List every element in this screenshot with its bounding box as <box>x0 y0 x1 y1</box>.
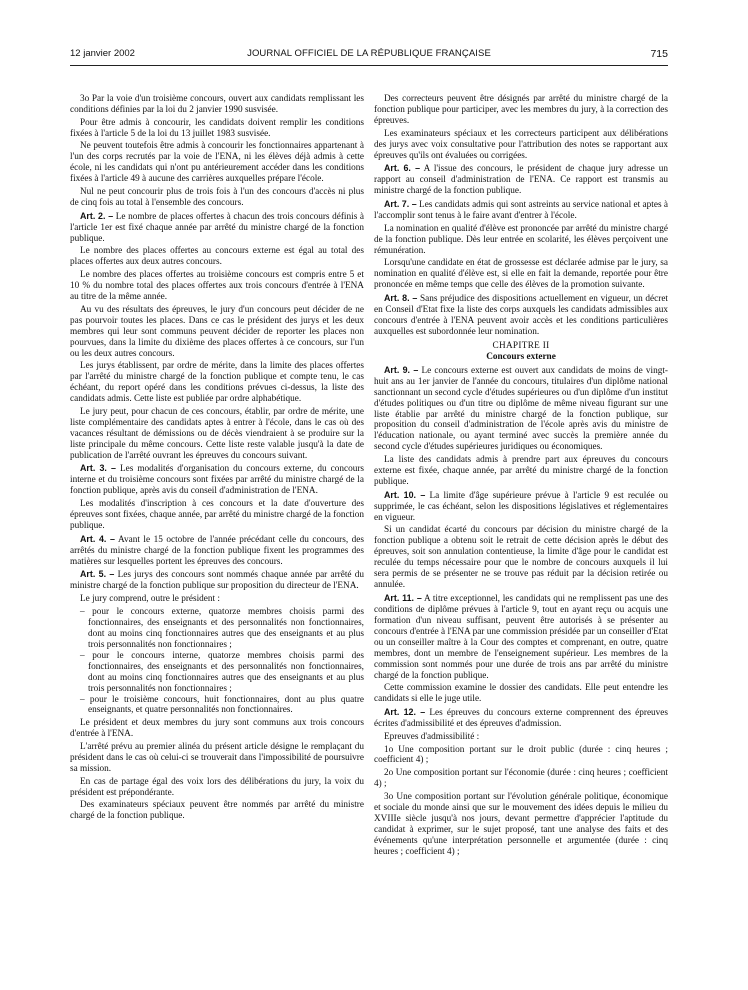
paragraph: L'arrêté prévu au premier alinéa du présent article désigne le remplaçant du président dans le cas où celui-ci se trouverait dans l'impossibilité de poursuivre sa mission. <box>70 741 364 774</box>
paragraph: Au vu des résultats des épreuves, le jury d'un concours peut décider de ne pas pourvoir toutes les places. Dans ce cas le président des jurys et les deux membres qui leur sont communs peuvent décider de reporter les places non pourvues, dans la limite du dixième des places offertes à ce concours, sur l'un ou les deux autres concours. <box>70 304 364 359</box>
article-label: Art. 7. – <box>384 198 417 209</box>
paragraph: 3o Par la voie d'un troisième concours, ouvert aux candidats remplissant les conditions définies par la loi du 2 janvier 1990 susvisée. <box>70 94 364 115</box>
list-item: – pour le concours interne, quatorze membres choisis parmi des fonctionnaires, des enseignants et des personnalités non fonctionnaires, dont au moins cinq fonctionnaires autres que des enseignants et au plus trois personnalités non fonctionnaires ; <box>80 650 364 694</box>
header-rule <box>70 65 668 66</box>
paragraph: La nomination en qualité d'élève est prononcée par arrêté du ministre chargé de la fonction publique. Dès leur entrée en scolarité, les élèves perçoivent une rémunération. <box>374 223 668 256</box>
header-journal-title: JOURNAL OFFICIEL DE LA RÉPUBLIQUE FRANÇAISE <box>247 48 491 59</box>
paragraph: 3o Une composition portant sur l'évolution générale politique, économique et sociale du monde ainsi que sur le mouvement des idées depuis le milieu du XVIIIe siècle jusqu'à nos jours, devant permettre d'apprécier l'aptitude du candidat à exprimer, sur le sujet proposé, tant une analyse des faits et des événements qu'une interprétation personnelle et argumentée (durée : cinq heures ; coefficient 4) ; <box>374 791 668 857</box>
article-5 <box>70 569 364 592</box>
article-label: Art. 8. – <box>384 292 418 303</box>
article-10 <box>374 490 668 524</box>
paragraph: Ne peuvent toutefois être admis à concourir les fonctionnaires appartenant à l'un des corps recrutés par la voie de l'ENA, ni les élèves déjà admis à cette école, ni les candidats qui n'ont pu antérieurement accéder dans les conditions fixées à l'article 49 à aucune des carrières auxquelles prépare l'école. <box>70 141 364 185</box>
paragraph: Les jurys établissent, par ordre de mérite, dans la limite des places offertes par l'arrêté du ministre chargé de la fonction publique et compte tenu, le cas échéant, du report opéré dans les conditions prévues ci-dessus, la liste des candidats admis. Cette liste est publiée par ordre alphabétique. <box>70 361 364 405</box>
paragraph: Des correcteurs peuvent être désignés par arrêté du ministre chargé de la fonction publique pour participer, avec les membres du jury, à la correction des épreuves. <box>374 94 668 126</box>
article-text: Les jurys des concours sont nommés chaque année par arrêté du ministre chargé de la fonction publique sur proposition du directeur de l'ENA. <box>70 570 364 592</box>
paragraph: 1o Une composition portant sur le droit public (durée : cinq heures ; coefficient 4) ; <box>374 744 668 766</box>
article-text: La limite d'âge supérieure prévue à l'article 9 est reculée ou supprimée, le cas échéant, selon les dispositions législatives et réglementaires en vigueur. <box>374 490 669 523</box>
article-6 <box>374 163 668 197</box>
jury-composition-list <box>70 607 364 717</box>
article-text: A l'issue des concours, le président de chaque jury adresse un rapport au conseil d'administration de l'ENA. Ce rapport est transmis au ministre chargé de la fonction publique. <box>374 164 668 197</box>
article-label: Art. 3. – <box>80 463 116 474</box>
article-label: Art. 9. – <box>384 364 419 375</box>
article-12 <box>374 707 668 730</box>
chapter-heading: CHAPITRE II <box>492 340 550 351</box>
article-text: A titre exceptionnel, les candidats qui ne remplissent pas une des conditions de diplôme prévues à l'article 9, tout en ayant reçu ou acquis une formation d'un niveau suffisant, peuvent être autorisés à se présenter au concours d'entrée à l'ENA par une commission présidée par un conseiller d'Etat ou un conseiller maître à la Cour des comptes et comprenant, en outre, quatre membres, dont un membre de l'enseignement supérieur. Les membres de la commission sont nommés pour une durée de trois ans par arrêté du ministre chargé de la fonction publique. <box>374 593 668 681</box>
paragraph: Cette commission examine le dossier des candidats. Elle peut entendre les candidats si elle le juge utile. <box>374 683 668 705</box>
list-item: – pour le concours externe, quatorze membres choisis parmi des fonctionnaires, des enseignants et des personnalités non fonctionnaires, dont au moins cinq fonctionnaires autres que des enseignants et au plus trois personnalités non fonctionnaires ; <box>80 606 364 650</box>
article-7 <box>374 199 668 222</box>
article-label: Art. 2. – <box>80 210 114 221</box>
article-text: Sans préjudice des dispositions actuellement en vigueur, un décret en Conseil d'Etat fixe la liste des corps auxquels les candidats admissibles aux concours d'entrée à l'ENA peuvent avoir accès et les conditions particulières auxquelles est subordonnée leur nomination. <box>374 293 668 337</box>
article-label: Art. 11. – <box>384 592 422 603</box>
article-text: Le nombre de places offertes à chacun des trois concours définis à l'article 1er est fixé chaque année par arrêté du ministre chargé de la fonction publique. <box>70 211 364 244</box>
article-text: Les modalités d'organisation du concours externe, du concours interne et du troisième concours sont fixées par arrêté du ministre chargé de la fonction publique, après avis du conseil d'administration de l'ENA. <box>70 464 365 497</box>
paragraph: Pour être admis à concourir, les candidats doivent remplir les conditions fixées à l'article 5 de la loi du 13 juillet 1983 susvisée. <box>70 117 364 139</box>
paragraph: Le président et deux membres du jury sont communs aux trois concours d'entrée à l'ENA. <box>70 718 364 740</box>
article-9 <box>374 365 668 454</box>
paragraph: En cas de partage égal des voix lors des délibérations du jury, la voix du président est prépondérante. <box>70 776 364 798</box>
article-text: Les candidats admis qui sont astreints au service national et aptes à l'accomplir sont tenus à le faire avant d'entrer à l'école. <box>374 199 669 221</box>
article-4 <box>70 534 364 568</box>
chapter-title: Concours externe <box>486 351 556 362</box>
paragraph: Nul ne peut concourir plus de trois fois à l'un des concours d'accès ni plus de cinq fois au total à l'ensemble des concours. <box>70 187 364 208</box>
paragraph: La liste des candidats admis à prendre part aux épreuves du concours externe est fixée, chaque année, par arrêté du ministre chargé de la fonction publique. <box>374 455 668 488</box>
paragraph: 2o Une composition portant sur l'économie (durée : cinq heures ; coefficient 4) ; <box>374 768 668 790</box>
paragraph: Epreuves d'admissibilité : <box>384 731 480 742</box>
paragraph: Le jury comprend, outre le président : <box>80 594 220 605</box>
paragraph: Le jury peut, pour chacun de ces concours, établir, par ordre de mérite, une liste complémentaire des candidats aptes à entrer à l'école, dans le cas où des vacances résultant de démissions ou de décès viendraient à se produire sur la liste principale du même concours. Cette liste reste valable jusqu'à la date de publication de l'arrêté ouvrant les épreuves du concours suivant. <box>70 406 364 461</box>
article-label: Art. 6. – <box>384 163 421 174</box>
right-column <box>374 94 668 859</box>
paragraph: Le nombre des places offertes au troisième concours est compris entre 5 et 10 % du nombre total des places offertes aux trois concours d'entrée à l'ENA au titre de la même année. <box>70 270 364 302</box>
paragraph: Les modalités d'inscription à ces concours et la date d'ouverture des épreuves sont fixées, chaque année, par arrêté du ministre chargé de la fonction publique. <box>70 499 364 532</box>
paragraph: Des examinateurs spéciaux peuvent être nommés par arrêté du ministre chargé de la fonction publique. <box>70 800 364 822</box>
paragraph: Le nombre des places offertes au concours externe est égal au total des places offertes aux deux autres concours. <box>70 246 364 268</box>
paragraph: Lorsqu'une candidate en état de grossesse est déclarée admise par le jury, sa nomination en qualité d'élève est, si elle en fait la demande, reportée pour être prononcée en même temps que celle des élèves de la promotion suivante. <box>374 258 668 291</box>
article-label: Art. 12. – <box>384 707 426 718</box>
header-date: 12 janvier 2002 <box>70 48 135 59</box>
article-label: Art. 4. – <box>80 533 115 544</box>
list-item: – pour le troisième concours, huit fonctionnaires, dont au plus quatre enseignants, et quatre personnalités non fonctionnaires. <box>80 694 364 716</box>
article-8 <box>374 293 668 338</box>
page-header <box>70 48 668 62</box>
page-number: 715 <box>650 48 668 60</box>
article-3 <box>70 463 364 497</box>
left-column <box>70 94 364 824</box>
article-text: Avant le 15 octobre de l'année précédant celle du concours, des arrêtés du ministre chargé de la fonction publique fixent les programmes des matières sur lesquelles portent les épreuves des concours. <box>70 534 364 567</box>
paragraph: Les examinateurs spéciaux et les correcteurs participent aux délibérations des jurys avec voix consultative pour l'attribution des notes se rapportant aux épreuves qu'ils ont évaluées ou corrigées. <box>374 128 668 161</box>
article-text: Les épreuves du concours externe comprennent des épreuves écrites d'admissibilité et des épreuves d'admission. <box>374 708 669 730</box>
article-text: Le concours externe est ouvert aux candidats de moins de vingt-huit ans au 1er janvier de l'année du concours, titulaires d'un diplôme national sanctionnant un second cycle d'études supérieures ou d'un diplôme d'un institut d'études politiques ou d'un titre ou diplôme de même niveau figurant sur une liste établie par arrêté du ministre chargé de la fonction publique, sur proposition du conseil d'administration de l'école après avis du ministre de l'éducation nationale, ou ayant terminé avec succès la première année du second cycle d'études supérieures juridiques ou économiques. <box>374 365 669 453</box>
paragraph: Si un candidat écarté du concours par décision du ministre chargé de la fonction publique a obtenu soit le retrait de cette décision après le début des épreuves, soit son annulation contentieuse, la limite d'âge pour le candidat est reculée du temps nécessaire pour que le nombre de concours auxquels il lui sera permis de se présenter ne se trouve pas réduit par la décision retirée ou annulée. <box>374 525 668 591</box>
article-label: Art. 10. – <box>384 489 426 500</box>
article-2 <box>70 211 364 245</box>
article-label: Art. 5. – <box>80 569 115 580</box>
article-11 <box>374 593 668 682</box>
